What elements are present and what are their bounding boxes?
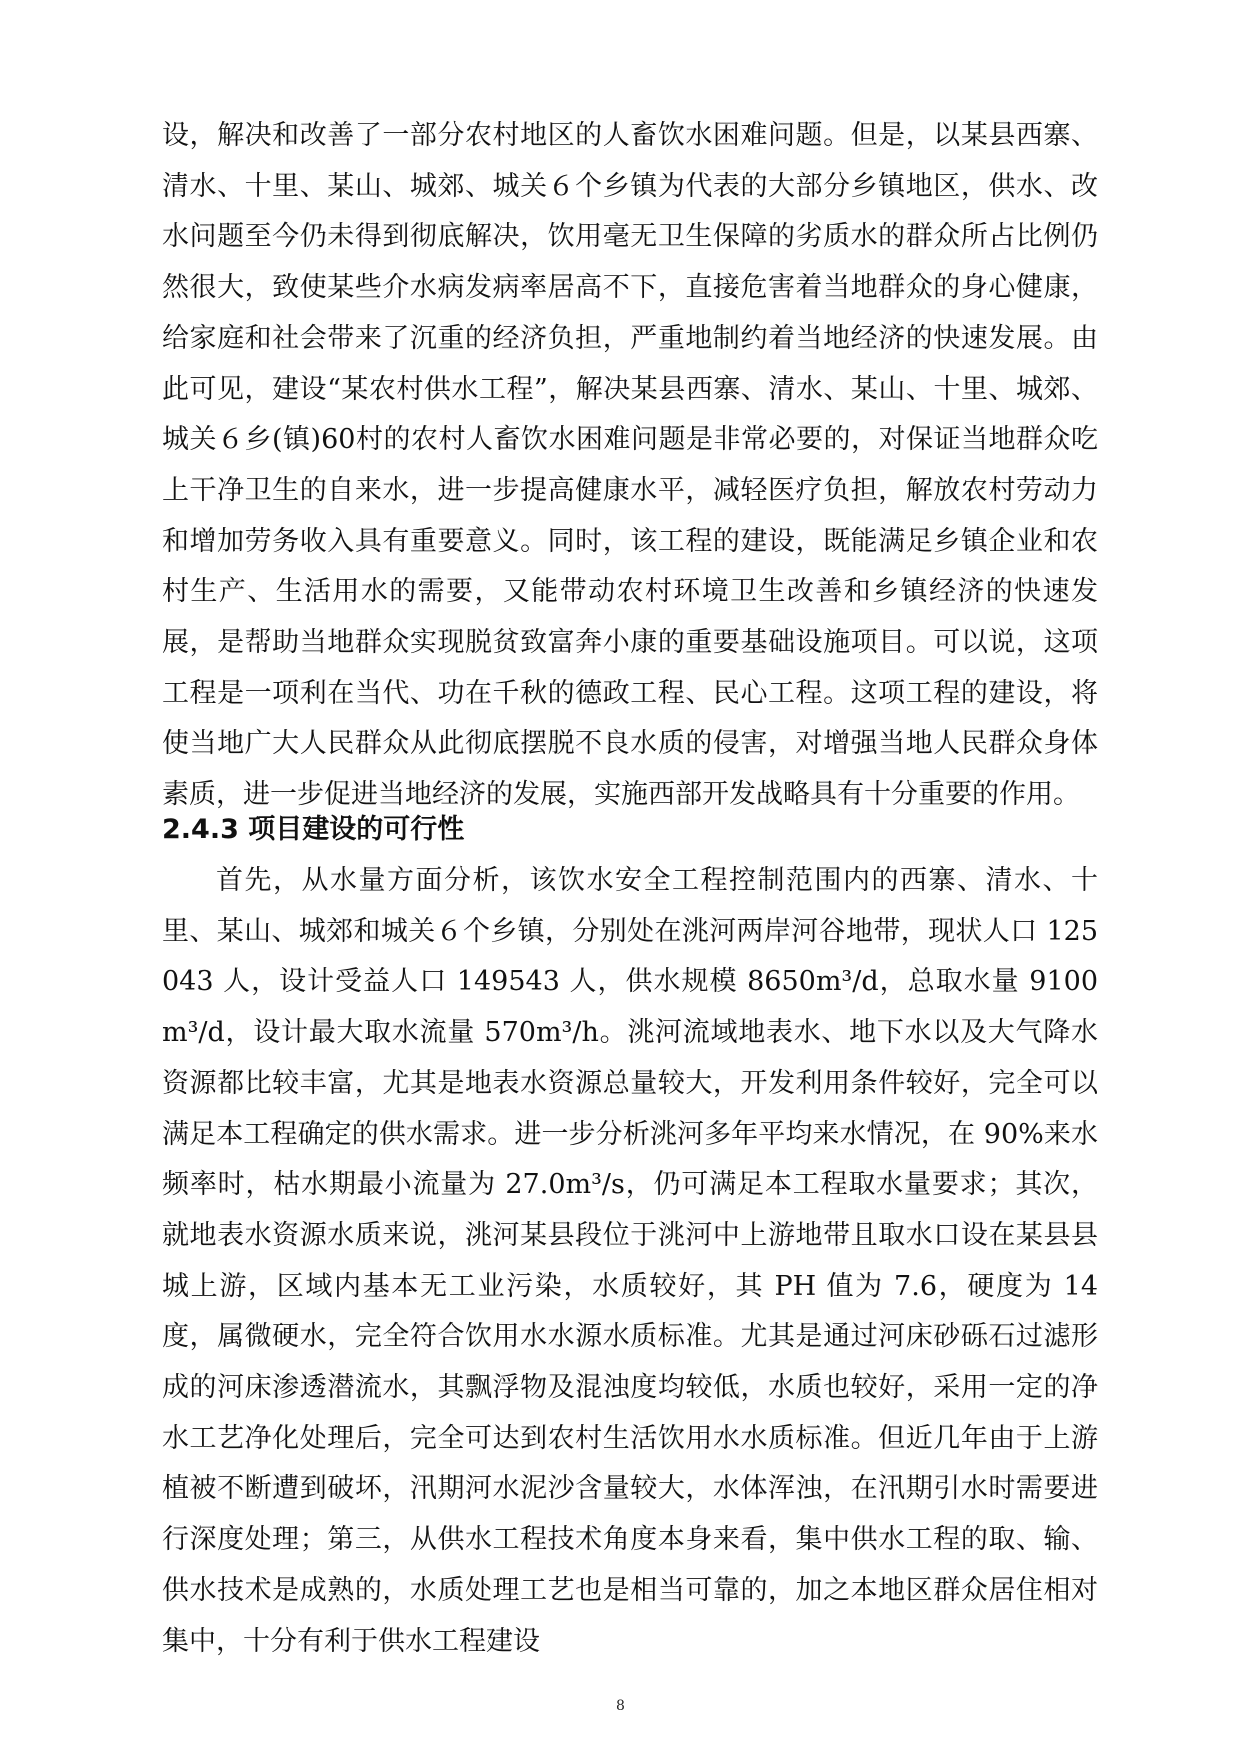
section-heading: 2.4.3 项目建设的可行性 — [162, 814, 465, 845]
section-paragraph: 首先，从水量方面分析，该饮水安全工程控制范围内的西寨、清水、十里、某山、城郊和城关６个乡镇，分别处在洮河两岸河谷地带，现状人口 125043 人，设计受益人口 149543 人，供水规模 8650m³/d，总取水量 9100m³/d，设计最大取水流量 570m³/h。洮河流域地表水、地下水以及大气降水资源都比较丰富，尤其是地表水资源总量较大，开发利用条件较好，完全可以满足本工程确定的供水需求。进一步分析洮河多年平均来水情况，在 90%来水频率时，枯水期最小流量为 27.0m³/s，仍可满足本工程取水量要求；其次，就地表水资源水质来说，洮河某县段位于洮河中上游地带且取水口设在某县县城上游，区域内基本无工业污染，水质较好，其 PH 值为 7.6，硬度为 14 度，属微硬水，完全符合饮用水水源水质标准。尤其是通过河床砂砾石过滤形成的河床渗透潜流水，其飘浮物及混浊度均较低，水质也较好，采用一定的净水工艺净化处理后，完全可达到农村生活饮用水水质标准。但近几年由于上游植被不断遭到破坏，汛期河水泥沙含量较大，水体浑浊，在汛期引水时需要进行深度处理；第三，从供水工程技术角度本身来看，集中供水工程的取、输、供水技术是成熟的，水质处理工艺也是相当可靠的，加之本地区群众居住相对集中，十分有利于供水工程建设 — [162, 865, 1098, 1657]
page-number: 8 — [616, 1698, 625, 1714]
continuation-paragraph: 设，解决和改善了一部分农村地区的人畜饮水困难问题。但是，以某县西寨、清水、十里、某山、城郊、城关６个乡镇为代表的大部分乡镇地区，供水、改水问题至今仍未得到彻底解决，饮用毫无卫生保障的劣质水的群众所占比例仍然很大，致使某些介水病发病率居高不下，直接危害着当地群众的身心健康，给家庭和社会带来了沉重的经济负担，严重地制约着当地经济的快速发展。由此可见，建设“某农村供水工程”，解决某县西寨、清水、某山、十里、城郊、城关６乡(镇)60村的农村人畜饮水困难问题是非常必要的，对保证当地群众吃上干净卫生的自来水，进一步提高健康水平，减轻医疗负担，解放农村劳动力和增加劳务收入具有重要意义。同时，该工程的建设，既能满足乡镇企业和农村生产、生活用水的需要，又能带动农村环境卫生改善和乡镇经济的快速发展，是帮助当地群众实现脱贫致富奔小康的重要基础设施项目。可以说，这项工程是一项利在当代、功在千秋的德政工程、民心工程。这项工程的建设，将使当地广大人民群众从此彻底摆脱不良水质的侵害，对增强当地人民群众身体素质，进一步促进当地经济的发展，实施西部开发战略具有十分重要的作用。 — [162, 120, 1098, 811]
